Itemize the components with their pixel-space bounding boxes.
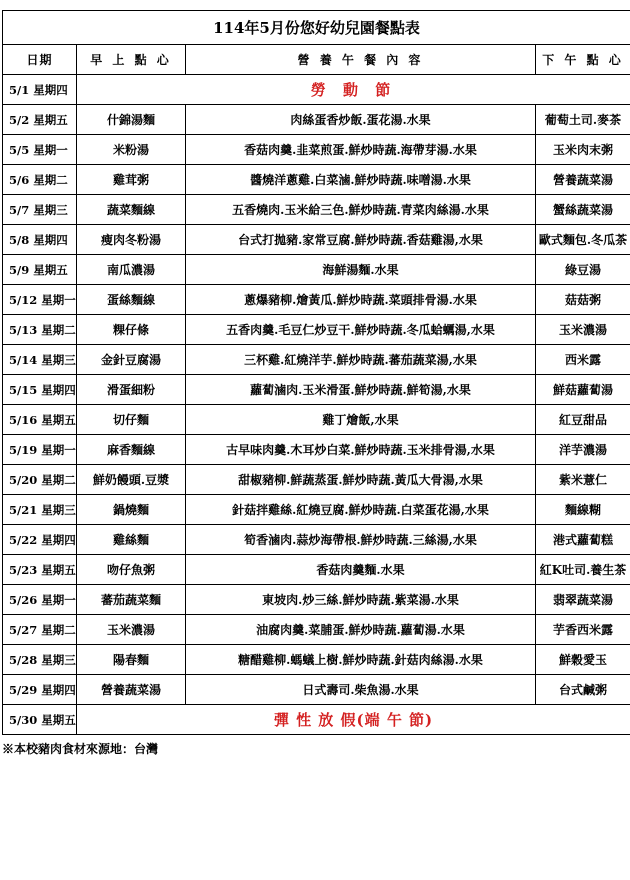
- afternoon-snack-cell: 芋香西米露: [536, 615, 630, 645]
- afternoon-snack-cell: 玉米肉末粥: [536, 135, 630, 165]
- afternoon-snack-cell: 麵線糊: [536, 495, 630, 525]
- afternoon-snack-cell: 鮮穀愛玉: [536, 645, 630, 675]
- morning-snack-cell: 營養蔬菜湯: [77, 675, 186, 705]
- table-row: [3, 675, 630, 705]
- morning-snack-cell: 滑蛋細粉: [77, 375, 186, 405]
- holiday-cell: 勞 動 節: [77, 75, 630, 105]
- morning-snack-cell: 玉米濃湯: [77, 615, 186, 645]
- morning-snack-cell: 鮮奶饅頭.豆漿: [77, 465, 186, 495]
- date-cell: 5/19 星期一: [3, 435, 77, 465]
- morning-snack-cell: 鍋燒麵: [77, 495, 186, 525]
- morning-snack-cell: 金針豆腐湯: [77, 345, 186, 375]
- page-title: 114年5月份您好幼兒園餐點表: [3, 11, 630, 45]
- table-row: [3, 705, 630, 735]
- afternoon-snack-cell: 玉米濃湯: [536, 315, 630, 345]
- date-cell: 5/12 星期一: [3, 285, 77, 315]
- morning-snack-cell: 蛋絲麵線: [77, 285, 186, 315]
- lunch-cell: 三杯雞.紅燒洋芋.鮮炒時蔬.蕃茄蔬菜湯,水果: [186, 345, 536, 375]
- lunch-cell: 筍香滷肉.蒜炒海帶根.鮮炒時蔬.三絲湯,水果: [186, 525, 536, 555]
- date-cell: 5/30 星期五: [3, 705, 77, 735]
- table-row: [3, 555, 630, 585]
- afternoon-snack-cell: 歐式麵包.冬瓜茶: [536, 225, 630, 255]
- afternoon-snack-cell: 葡萄土司.麥茶: [536, 105, 630, 135]
- date-cell: 5/8 星期四: [3, 225, 77, 255]
- lunch-cell: 海鮮湯麵.水果: [186, 255, 536, 285]
- date-cell: 5/6 星期二: [3, 165, 77, 195]
- header-lunch: 營 養 午 餐 內 容: [186, 45, 536, 75]
- morning-snack-cell: 雞絲麵: [77, 525, 186, 555]
- lunch-cell: 醬燒洋蔥雞.白菜滷.鮮炒時蔬.味噌湯.水果: [186, 165, 536, 195]
- afternoon-snack-cell: 紫米薏仁: [536, 465, 630, 495]
- lunch-cell: 五香燒肉.玉米給三色.鮮炒時蔬.青菜肉絲湯.水果: [186, 195, 536, 225]
- table-row: [3, 345, 630, 375]
- table-row: [3, 405, 630, 435]
- date-cell: 5/27 星期二: [3, 615, 77, 645]
- header-afternoon-snack: 下 午 點 心: [536, 45, 630, 75]
- table-row: [3, 495, 630, 525]
- lunch-cell: 蔥爆豬柳.燴黃瓜.鮮炒時蔬.菜頭排骨湯.水果: [186, 285, 536, 315]
- afternoon-snack-cell: 菇菇粥: [536, 285, 630, 315]
- lunch-cell: 古早味肉羹.木耳炒白菜.鮮炒時蔬.玉米排骨湯,水果: [186, 435, 536, 465]
- morning-snack-cell: 雞茸粥: [77, 165, 186, 195]
- table-row: [3, 255, 630, 285]
- table-row: [3, 375, 630, 405]
- table-row: [3, 465, 630, 495]
- morning-snack-cell: 陽春麵: [77, 645, 186, 675]
- morning-snack-cell: 瘦肉冬粉湯: [77, 225, 186, 255]
- morning-snack-cell: 蔬菜麵線: [77, 195, 186, 225]
- lunch-cell: 日式壽司.柴魚湯.水果: [186, 675, 536, 705]
- table-row: [3, 165, 630, 195]
- lunch-cell: 甜椒豬柳.鮮蔬蒸蛋.鮮炒時蔬.黃瓜大骨湯,水果: [186, 465, 536, 495]
- title-row: [3, 11, 630, 45]
- lunch-cell: 香菇肉羹.韭菜煎蛋.鮮炒時蔬.海帶芽湯.水果: [186, 135, 536, 165]
- morning-snack-cell: 麻香麵線: [77, 435, 186, 465]
- pork-source-note: ※本校豬肉食材來源地：台灣: [2, 742, 159, 756]
- table-row: [3, 225, 630, 255]
- table-row: [3, 285, 630, 315]
- date-cell: 5/14 星期三: [3, 345, 77, 375]
- morning-snack-cell: 切仔麵: [77, 405, 186, 435]
- table-row: [3, 435, 630, 465]
- table-row: [3, 615, 630, 645]
- lunch-cell: 糖醋雞柳.螞蟻上樹.鮮炒時蔬.針菇肉絲湯.水果: [186, 645, 536, 675]
- date-cell: 5/21 星期三: [3, 495, 77, 525]
- date-cell: 5/9 星期五: [3, 255, 77, 285]
- afternoon-snack-cell: 綠豆湯: [536, 255, 630, 285]
- date-cell: 5/28 星期三: [3, 645, 77, 675]
- header-date: 日期: [3, 45, 77, 75]
- lunch-cell: 台式打拋豬.家常豆腐.鮮炒時蔬.香菇雞湯,水果: [186, 225, 536, 255]
- date-cell: 5/23 星期五: [3, 555, 77, 585]
- date-cell: 5/16 星期五: [3, 405, 77, 435]
- date-cell: 5/29 星期四: [3, 675, 77, 705]
- date-cell: 5/13 星期二: [3, 315, 77, 345]
- table-row: [3, 195, 630, 225]
- date-cell: 5/20 星期二: [3, 465, 77, 495]
- menu-table: [2, 10, 630, 735]
- header-morning-snack: 早 上 點 心: [77, 45, 186, 75]
- afternoon-snack-cell: 紅K吐司.養生茶: [536, 555, 630, 585]
- lunch-cell: 肉絲蛋香炒飯.蛋花湯.水果: [186, 105, 536, 135]
- lunch-cell: 香菇肉羹麵.水果: [186, 555, 536, 585]
- table-row: [3, 525, 630, 555]
- morning-snack-cell: 什錦湯麵: [77, 105, 186, 135]
- lunch-cell: 五香肉羹.毛豆仁炒豆干.鮮炒時蔬.冬瓜蛤蠣湯,水果: [186, 315, 536, 345]
- date-cell: 5/26 星期一: [3, 585, 77, 615]
- table-row: [3, 315, 630, 345]
- date-cell: 5/7 星期三: [3, 195, 77, 225]
- table-row: [3, 105, 630, 135]
- morning-snack-cell: 吻仔魚粥: [77, 555, 186, 585]
- date-cell: 5/15 星期四: [3, 375, 77, 405]
- date-cell: 5/1 星期四: [3, 75, 77, 105]
- table-row: [3, 75, 630, 105]
- morning-snack-cell: 粿仔條: [77, 315, 186, 345]
- afternoon-snack-cell: 蟹絲蔬菜湯: [536, 195, 630, 225]
- holiday-cell: 彈 性 放 假(端 午 節): [77, 705, 630, 735]
- afternoon-snack-cell: 西米露: [536, 345, 630, 375]
- morning-snack-cell: 米粉湯: [77, 135, 186, 165]
- menu-sheet: [2, 10, 630, 735]
- lunch-cell: 針菇拌雞絲.紅燒豆腐.鮮炒時蔬.白菜蛋花湯,水果: [186, 495, 536, 525]
- afternoon-snack-cell: 洋芋濃湯: [536, 435, 630, 465]
- afternoon-snack-cell: 紅豆甜品: [536, 405, 630, 435]
- afternoon-snack-cell: 營養蔬菜湯: [536, 165, 630, 195]
- table-row: [3, 135, 630, 165]
- date-cell: 5/2 星期五: [3, 105, 77, 135]
- table-row: [3, 585, 630, 615]
- lunch-cell: 油腐肉羹.菜脯蛋.鮮炒時蔬.蘿蔔湯.水果: [186, 615, 536, 645]
- table-row: [3, 645, 630, 675]
- lunch-cell: 雞丁燴飯,水果: [186, 405, 536, 435]
- afternoon-snack-cell: 鮮菇蘿蔔湯: [536, 375, 630, 405]
- date-cell: 5/5 星期一: [3, 135, 77, 165]
- morning-snack-cell: 南瓜濃湯: [77, 255, 186, 285]
- lunch-cell: 東坡肉.炒三絲.鮮炒時蔬.紫菜湯.水果: [186, 585, 536, 615]
- afternoon-snack-cell: 台式鹹粥: [536, 675, 630, 705]
- date-cell: 5/22 星期四: [3, 525, 77, 555]
- morning-snack-cell: 蕃茄蔬菜麵: [77, 585, 186, 615]
- afternoon-snack-cell: 港式蘿蔔糕: [536, 525, 630, 555]
- lunch-cell: 蘿蔔滷肉.玉米滑蛋.鮮炒時蔬.鮮筍湯,水果: [186, 375, 536, 405]
- afternoon-snack-cell: 翡翠蔬菜湯: [536, 585, 630, 615]
- header-row: [3, 45, 630, 75]
